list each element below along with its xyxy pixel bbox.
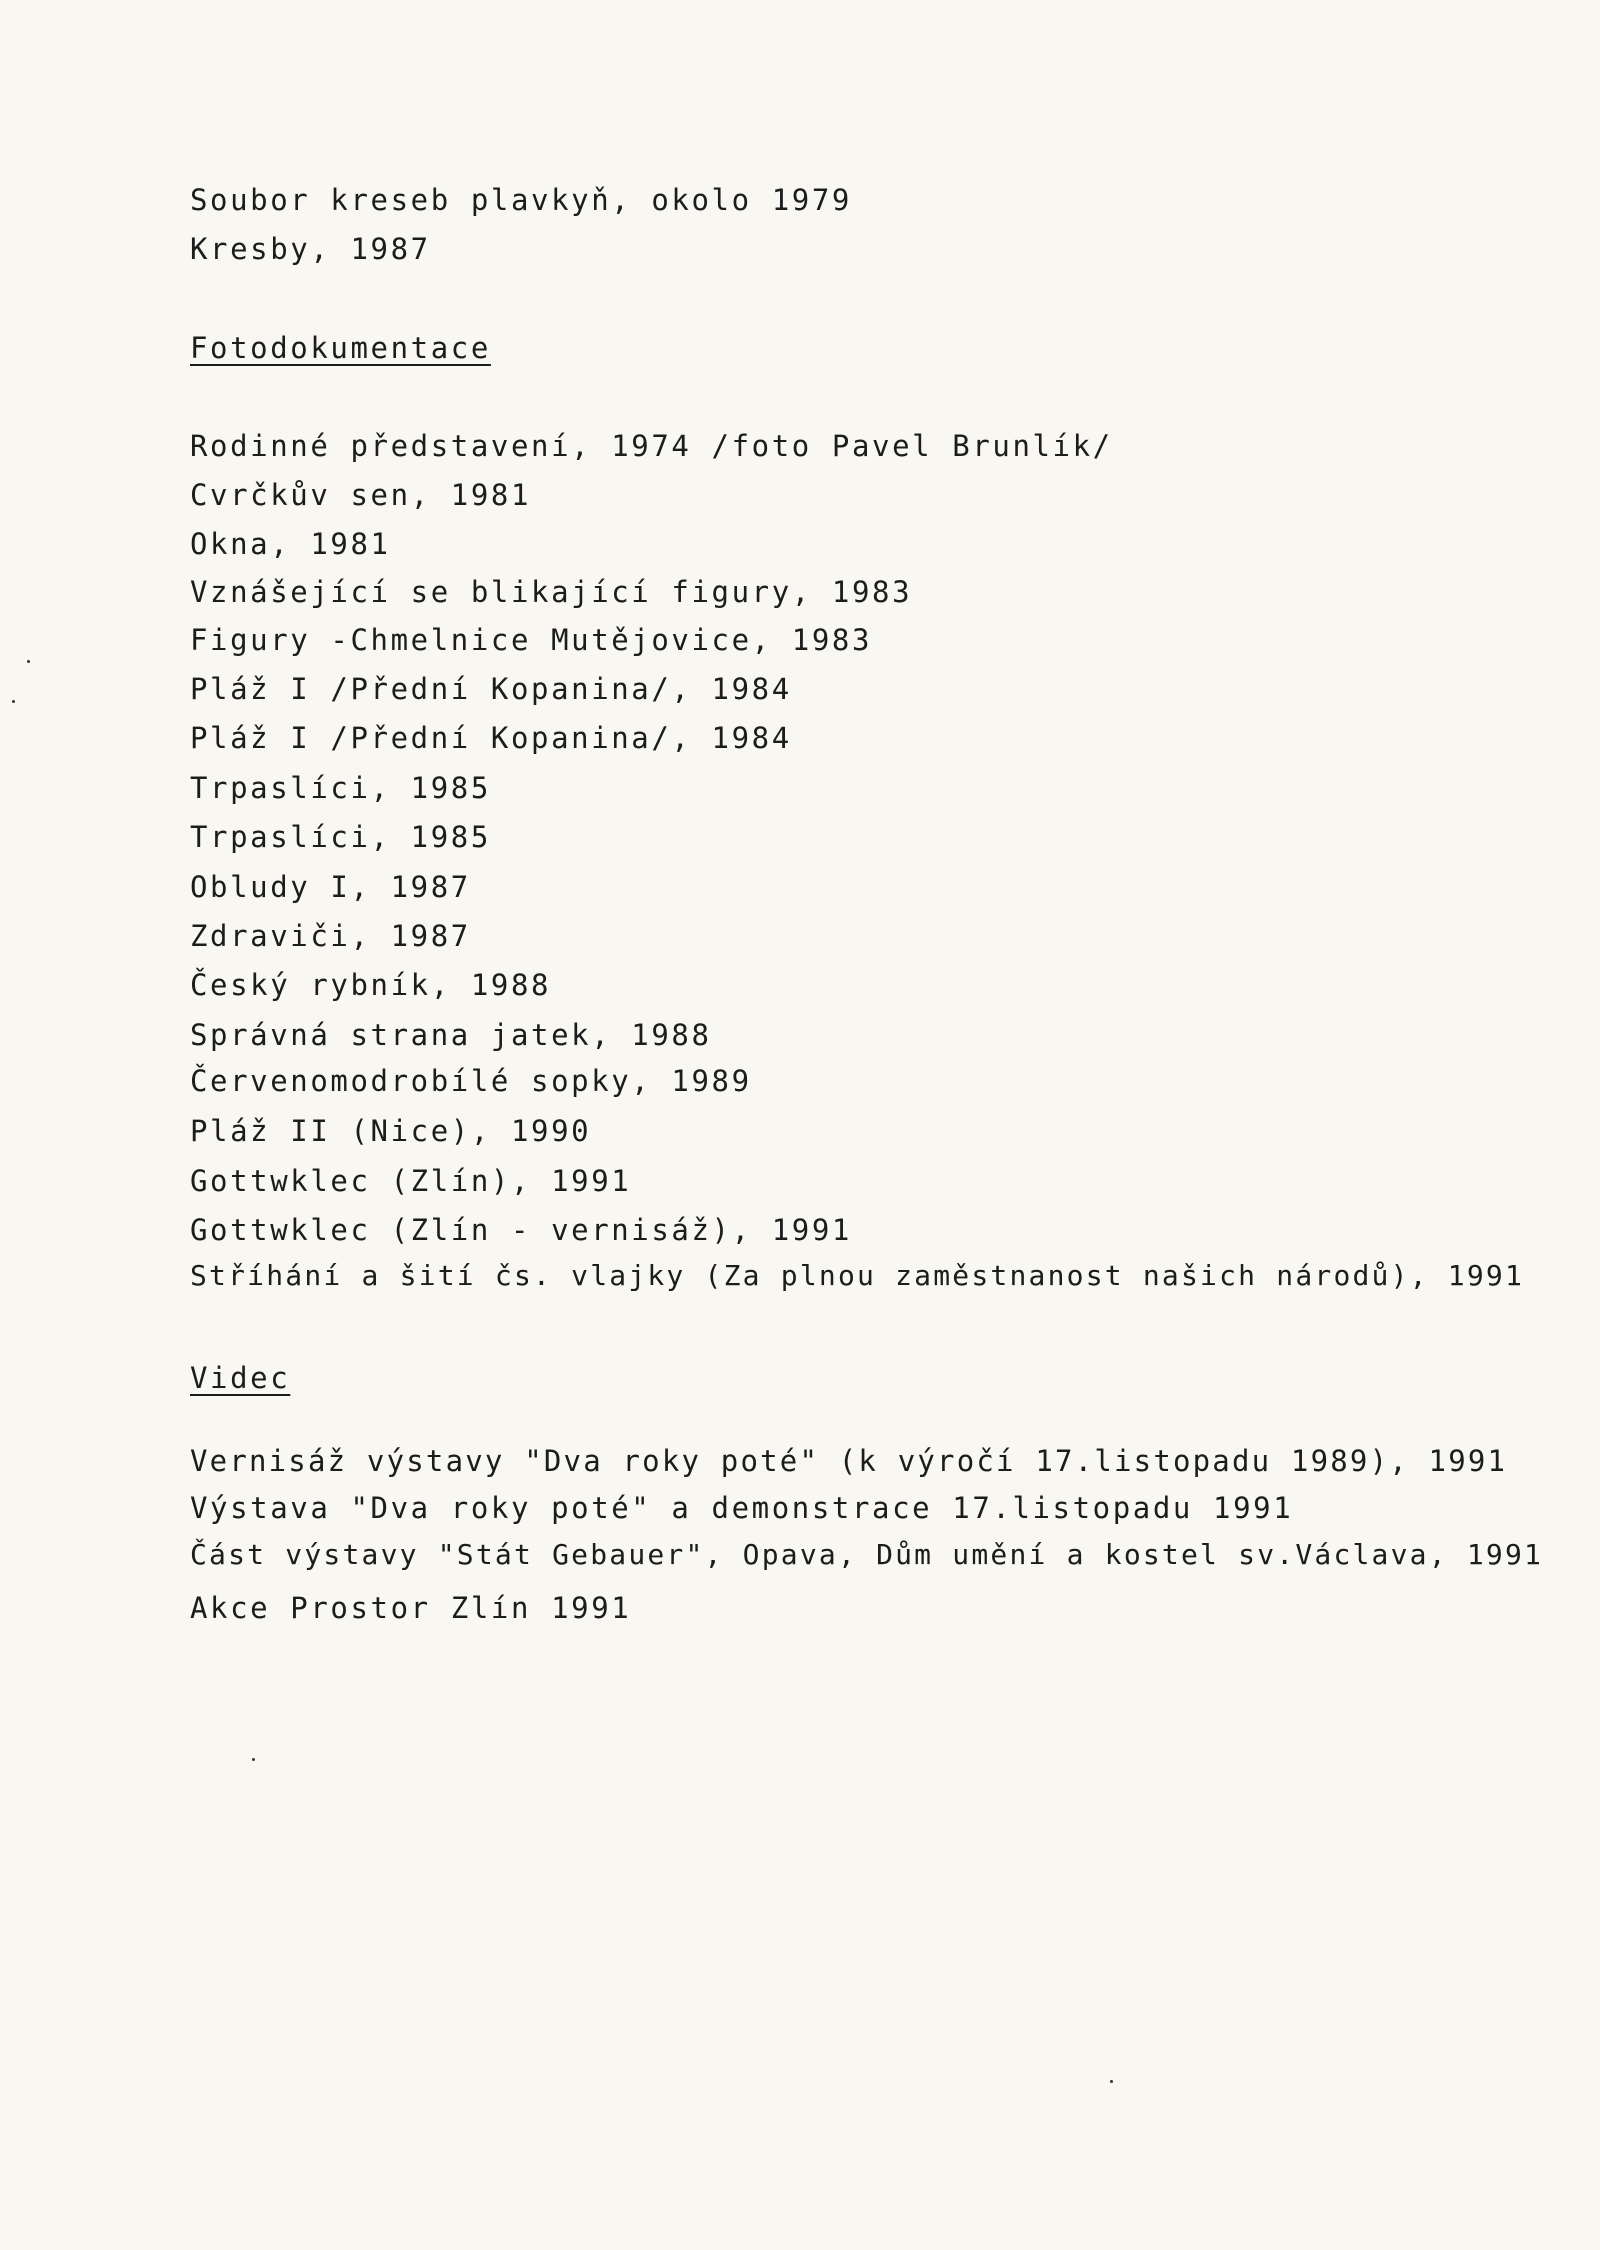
- video-item: Akce Prostor Zlín 1991: [190, 1591, 632, 1625]
- photo-item: Vznášející se blikající figury, 1983: [190, 575, 913, 609]
- photo-item: Správná strana jatek, 1988: [190, 1018, 712, 1052]
- photo-item: Okna, 1981: [190, 527, 391, 561]
- stray-mark: [27, 660, 30, 663]
- video-item: Vernisáž výstavy "Dva roky poté" (k výročí 17.listopadu 1989), 1991: [190, 1444, 1508, 1478]
- photo-documentation-heading: Fotodokumentace: [190, 331, 491, 365]
- bleed-through-line: [1540, 128, 1600, 154]
- drawings-item: Soubor kreseb plavkyň, okolo 1979: [190, 183, 852, 217]
- photo-item: Český rybník, 1988: [190, 968, 552, 1002]
- photo-item: Pláž II (Nice), 1990: [190, 1114, 592, 1148]
- video-item: Výstava "Dva roky poté" a demonstrace 17.listopadu 1991: [190, 1491, 1294, 1525]
- stray-mark: [252, 1758, 255, 1761]
- stray-mark: [12, 700, 15, 703]
- photo-item: Pláž I /Přední Kopanina/, 1984: [190, 721, 792, 755]
- photo-item: Obludy I, 1987: [190, 870, 471, 904]
- photo-item: Gottwklec (Zlín), 1991: [190, 1164, 632, 1198]
- photo-item: Trpaslíci, 1985: [190, 771, 491, 805]
- video-item: Část výstavy "Stát Gebauer", Opava, Dům umění a kostel sv.Václava, 1991: [190, 1538, 1544, 1571]
- photo-item: Zdraviči, 1987: [190, 919, 471, 953]
- photo-item: Pláž I /Přední Kopanina/, 1984: [190, 672, 792, 706]
- photo-item: Gottwklec (Zlín - vernisáž), 1991: [190, 1213, 852, 1247]
- photo-item: Červenomodrobílé sopky, 1989: [190, 1064, 752, 1098]
- photo-item: Cvrčkův sen, 1981: [190, 478, 532, 512]
- photo-item: Rodinné představení, 1974 /foto Pavel Brunlík/: [190, 429, 1113, 463]
- photo-item: Figury -Chmelnice Mutějovice, 1983: [190, 623, 873, 657]
- photo-item: Stříhání a šití čs. vlajky (Za plnou zaměstnanost našich národů), 1991: [190, 1259, 1525, 1292]
- video-heading: Videc: [190, 1361, 291, 1395]
- drawings-item: Kresby, 1987: [190, 232, 431, 266]
- photo-item: Trpaslíci, 1985: [190, 820, 491, 854]
- stray-mark: [1110, 2080, 1113, 2083]
